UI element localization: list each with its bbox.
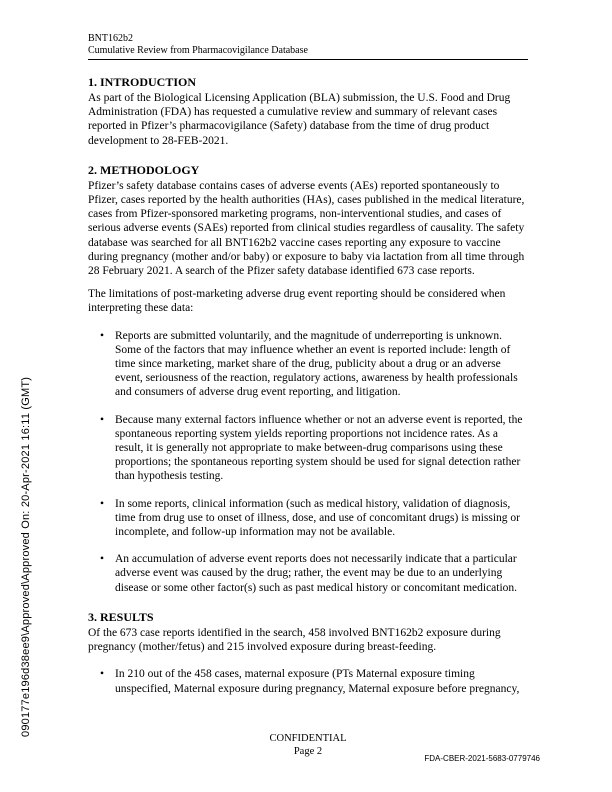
limitations-paragraph: The limitations of post-marketing adverse drug event reporting should be considered when interpreting these data: <box>88 288 506 315</box>
limitation-bullet-missing-information: • In some reports, clinical information (such as medical history, validation of diagnosis, time from drug use to onset of illness, dose, and use of concomitant drugs) is missing or incomplete, and follow-up information may not be available. <box>88 497 528 540</box>
results-bullet-maternal-exposure: • In 210 out of the 458 cases, maternal exposure (PTs Maternal exposure timing unspecified, Maternal exposure during pregnancy, Maternal exposure before pregnancy, <box>88 667 528 695</box>
limitation-bullet-causality: • An accumulation of adverse event reports does not necessarily indicate that a particular adverse event was caused by the drug; rather, the event may be due to an underlying disease or some other factor(s) such as past medical history or concomitant medication. <box>88 552 528 595</box>
limitation-bullet-reporting-proportions: • Because many external factors influence whether or not an adverse event is reported, the spontaneous reporting system yields reporting proportions not incidence rates. As a result, it is generally not appropriate to make between-drug comparisons using these proportions; the spontaneous reporting system should be used for signal detection rather than hypothesis testing. <box>88 413 528 484</box>
confidential-label: CONFIDENTIAL <box>269 733 347 744</box>
section-heading-results: 3. RESULTS <box>88 609 154 624</box>
header-document-title: Cumulative Review from Pharmacovigilance Database <box>88 44 308 56</box>
introduction-paragraph: As part of the Biological Licensing Application (BLA) submission, the U.S. Food and Drug Administration (FDA) has requested a cumulative review and summary of relevant cases reported in Pfizer’s pharmacovigilance (Safety) database from the time of drug product development to 28-FEB-2021. <box>88 92 511 147</box>
section-heading-introduction: 1. INTRODUCTION <box>88 75 197 89</box>
page-number: Page 2 <box>293 745 323 757</box>
page-content <box>88 33 528 696</box>
methodology-paragraph: Pfizer’s safety database contains cases of adverse events (AEs) reported spontaneously to Pfizer, cases reported by the health authorities (HAs), cases published in the medical literature, cases from Pfizer-sponsored marketing programs, non-interventional studies, and cases of serious adverse events (SAEs) reported from clinical studies regardless of causality. The safety database was searched for all BNT162b2 vaccine cases reporting any exposure to vaccine during pregnancy (mother and/or baby) or exposure to baby via lactation from all time through 28 February 2021. A search of the Pfizer safety database identified 673 case reports. <box>88 179 525 278</box>
page-header <box>88 33 528 60</box>
results-paragraph: Of the 673 case reports identified in the search, 458 involved BNT162b2 exposure during pregnancy (mother/fetus) and 215 involved exposure during breast-feeding. <box>88 626 501 654</box>
section-heading-methodology: 2. METHODOLOGY <box>88 162 200 177</box>
approval-watermark: 090177e196d38ee9\Approved\Approved On: 20-Apr-2021 16:11 (GMT) <box>20 376 32 737</box>
header-product-name: BNT162b2 <box>88 33 133 44</box>
fda-document-id: FDA-CBER-2021-5683-0779746 <box>424 754 540 763</box>
limitation-bullet-voluntary-reporting: • Reports are submitted voluntarily, and the magnitude of underreporting is unknown. Some of the factors that may influence whether an event is reported include: length of time since marketing, market share of the drug, publicity about a drug or an adverse event, seriousness of the reaction, regulatory actions, awareness by health professionals and consumers of adverse drug event reporting, and litigation. <box>88 329 528 400</box>
